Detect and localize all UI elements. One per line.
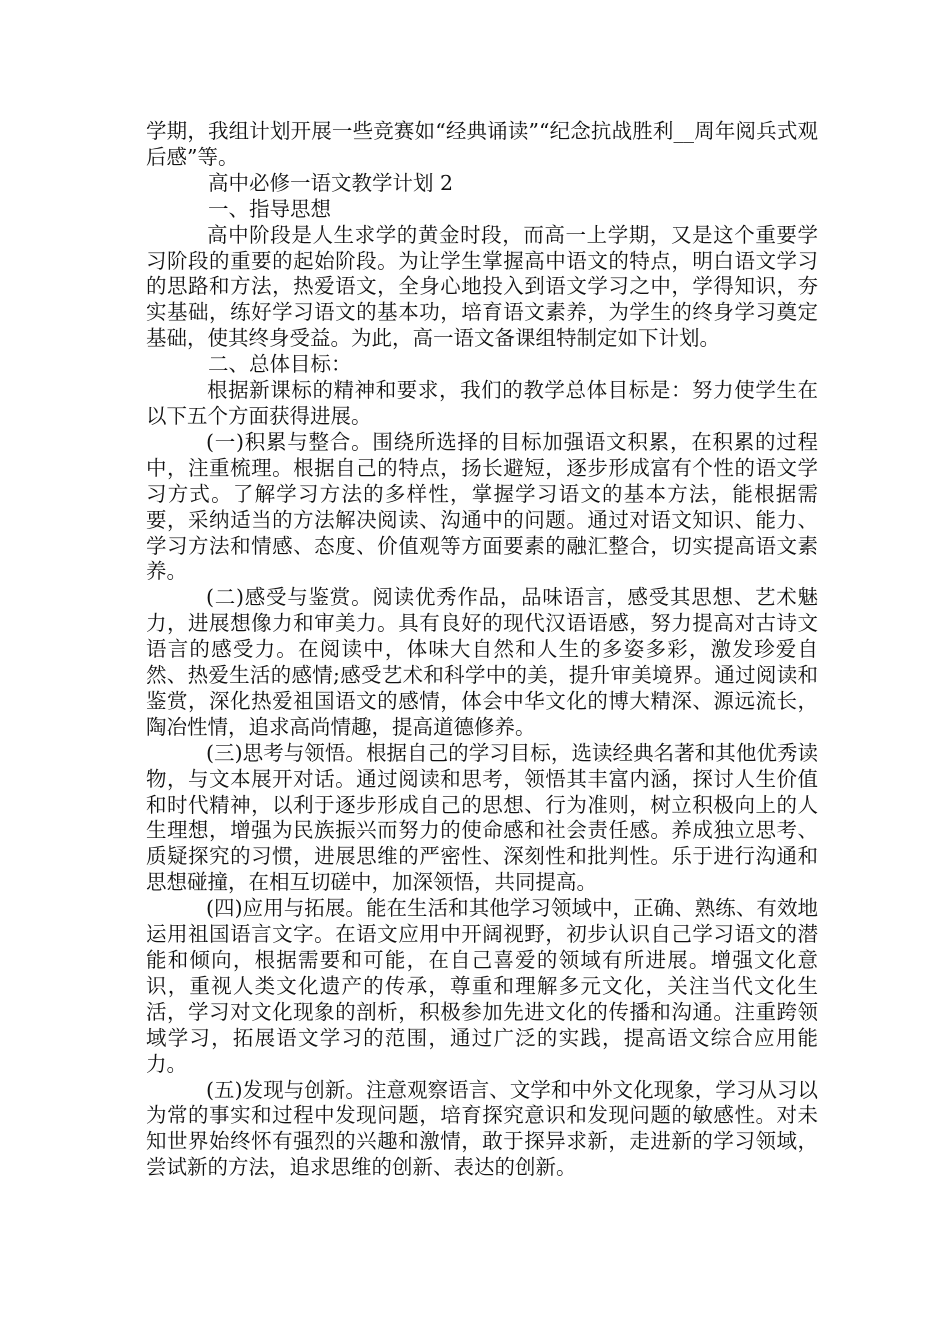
paragraph-continuation: 学期，我组计划开展一些竞赛如“经典诵读”“纪念抗战胜利__周年阅兵式观后感”等。 — [146, 119, 818, 169]
paragraph-goal-5: (五)发现与创新。注意观察语言、文学和中外文化现象，学习从习以为常的事实和过程中发现问题，培育探究意识和发现问题的敏感性。对未知世界始终怀有强烈的兴趣和激情，敢于探异求新，走进新的学习领域，尝试新的方法，追求思维的创新、表达的创新。 — [146, 1077, 818, 1180]
paragraph-goal-2: (二)感受与鉴赏。阅读优秀作品，品味语言，感受其思想、艺术魅力，进展想像力和审美力。具有良好的现代汉语语感，努力提高对古诗文语言的感受力。在阅读中，体味大自然和人生的多姿多彩，激发珍爱自然、热爱生活的感情;感受艺术和科学中的美，提升审美境界。通过阅读和鉴赏，深化热爱祖国语文的感情，体会中华文化的博大精深、源远流长，陶冶性情，追求高尚情趣，提高道德修养。 — [146, 585, 818, 739]
paragraph-goal-3: (三)思考与领悟。根据自己的学习目标，选读经典名著和其他优秀读物，与文本展开对话。通过阅读和思考，领悟其丰富内涵，探讨人生价值和时代精神，以利于逐步形成自己的思想、行为准则，树立积极向上的人生理想，增强为民族振兴而努力的使命感和社会责任感。养成独立思考、质疑探究的习惯，进展思维的严密性、深刻性和批判性。乐于进行沟通和思想碰撞，在相互切磋中，加深领悟，共同提高。 — [146, 740, 818, 895]
heading-overall-goals: 二、总体目标： — [208, 352, 352, 377]
paragraph-overall-goals: 根据新课标的精神和要求，我们的教学总体目标是：努力使学生在以下五个方面获得进展。 — [146, 378, 818, 428]
paragraph-guiding-thought: 高中阶段是人生求学的黄金时段，而高一上学期，又是这个重要学习阶段的重要的起始阶段。为让学生掌握高中语文的特点，明白语文学习的思路和方法，热爱语文，全身心地投入到语文学习之中，学得知识，夯实基础，练好学习语文的基本功，培育语文素养，为学生的终身学习奠定基础，使其终身受益。为此，高一语文备课组特制定如下计划。 — [146, 222, 818, 351]
paragraph-goal-1: (一)积累与整合。围绕所选择的目标加强语文积累，在积累的过程中，注重梳理。根据自己的特点，扬长避短，逐步形成富有个性的语文学习方式。了解学习方法的多样性，掌握学习语文的基本方法，能根据需要，采纳适当的方法解决阅读、沟通中的问题。通过对语文知识、能力、学习方法和情感、态度、价值观等方面要素的融汇整合，切实提高语文素养。 — [146, 429, 818, 584]
document-page — [146, 119, 818, 1181]
section-title: 高中必修一语文教学计划 2 — [208, 170, 454, 195]
paragraph-goal-4: (四)应用与拓展。能在生活和其他学习领域中，正确、熟练、有效地运用祖国语言文字。在语文应用中开阔视野，初步认识自己学习语文的潜能和倾向，根据需要和可能，在自己喜爱的领域有所进展。增强文化意识，重视人类文化遗产的传承，尊重和理解多元文化，关注当代文化生活，学习对文化现象的剖析，积极参加先进文化的传播和沟通。注重跨领域学习，拓展语文学习的范围，通过广泛的实践，提高语文综合应用能力。 — [146, 896, 818, 1076]
heading-guiding-thought: 一、指导思想 — [208, 196, 331, 221]
